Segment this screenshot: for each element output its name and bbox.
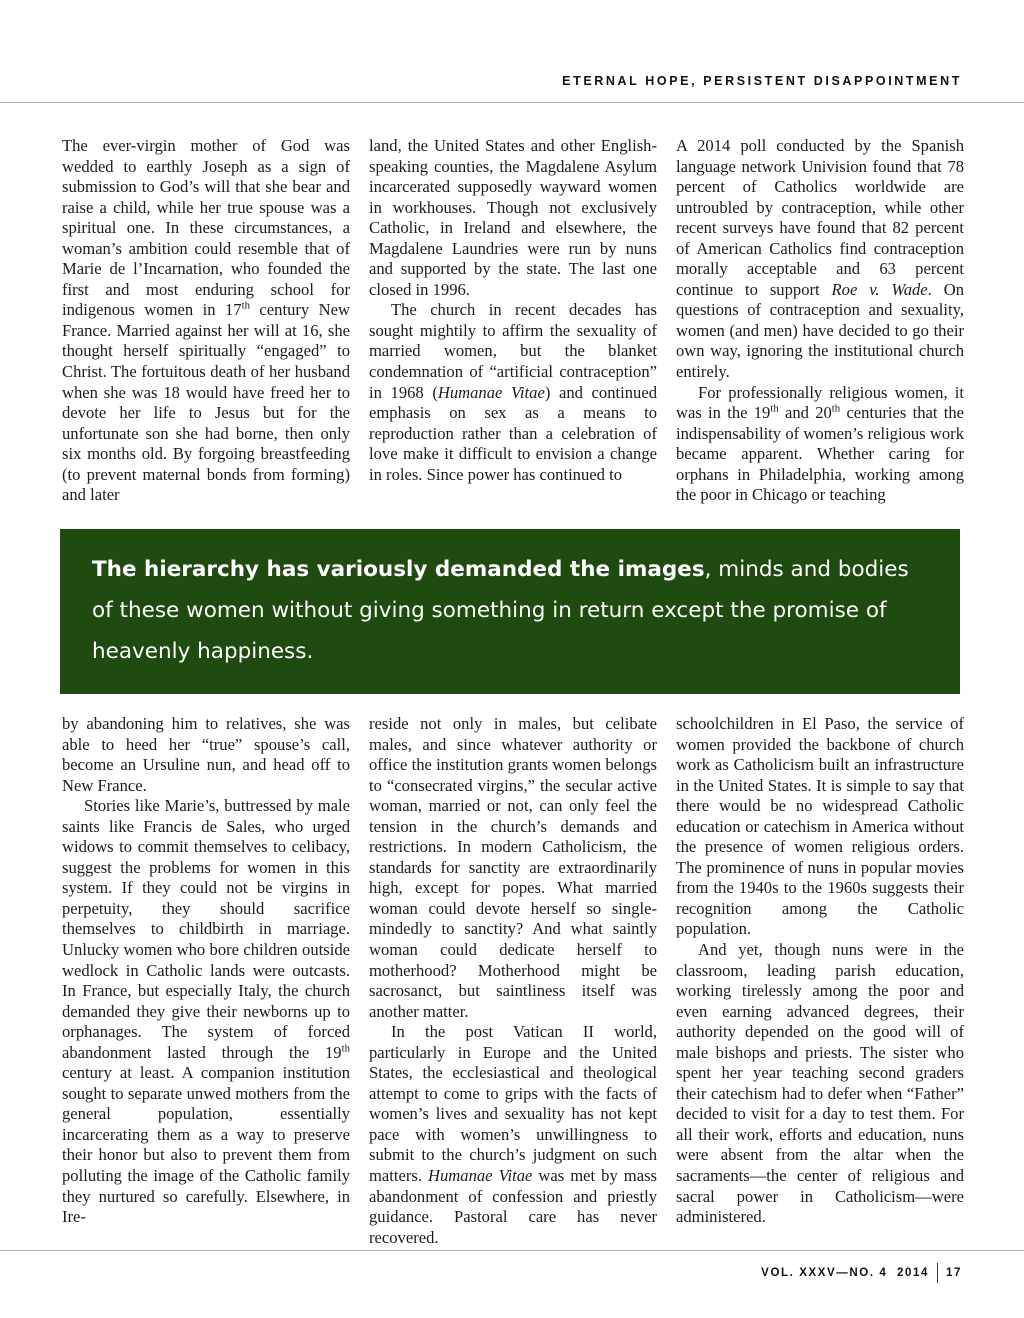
- paragraph: Stories like Marie’s, buttressed by male saints like Francis de Sales, who urged widows to commit themselves to celibacy, suggest the problems for women in this system. If they could not be virgins in perpetuity, they should sacrifice themselves to childbirth in marriage. Unlucky women who bore children outside wedlock in Catholic lands were outcasts. In France, but especially Italy, the church demanded they give their newborns up to orphanages. The system of forced abandonment lasted through the 19th century at least. A companion institution sought to separate unwed mothers from the general population, essentially incarcerating them as a way to preserve their honor but also to prevent them from polluting the image of the Catholic family they nurtured so carefully. Elsewhere, in Ire-: [62, 796, 350, 1227]
- issue-info: VOL. XXXV—NO. 4 2014: [761, 1267, 929, 1279]
- bottom-column-3: [676, 714, 964, 1236]
- paragraph: schoolchildren in El Paso, the service of women provided the backbone of church work as Catholicism built an infrastructure in the United States. It is simple to say that there would be no widespread Catholic education or catechism in America without the presence of women religious orders. The prominence of nuns in popular movies from the 1940s to the 1960s suggests their recognition among the Catholic population.: [676, 714, 964, 939]
- header-rule: [0, 102, 1024, 103]
- bottom-column-2: [369, 714, 657, 1247]
- running-head: ETERNAL HOPE, PERSISTENT DISAPPOINTMENT: [562, 74, 962, 88]
- pull-quote: [60, 529, 960, 694]
- paragraph: The ever-virgin mother of God was wedded to earthly Joseph as a sign of submission to God’s will that she bear and raise a child, while her true spouse was a spiritual one. In these circumstances, a woman’s ambition could resemble that of Marie de l’Incarnation, who founded the first and most enduring school for indigenous women in 17th century New France. Married against her will at 16, she thought herself spiritually “engaged” to Christ. The fortuitous death of her husband when she was 18 would have freed her to devote her life to Jesus but for the unfortunate son she had borne, then only six months old. By forgoing breastfeeding (to prevent maternal bonds from forming) and later: [62, 136, 350, 505]
- top-column-3: [676, 136, 964, 506]
- paragraph: And yet, though nuns were in the classroom, leading parish education, working tirelessly among the poor and even earning advanced degrees, their authority depended on the good will of male bishops and priests. The sister who spent her year teaching second graders their catechism had to defer when “Father” decided to visit for a day to test them. For all their work, efforts and education, nuns were absent from the altar when the sacraments—the center of religious and sacral power in Catholicism—were administered.: [676, 940, 964, 1227]
- folio-divider: [937, 1263, 938, 1283]
- paragraph: by abandoning him to relatives, she was able to heed her “true” spouse’s call, become an Ursuline nun, and head off to New France.: [62, 714, 350, 795]
- folio: [761, 1263, 962, 1283]
- paragraph: In the post Vatican II world, particularly in Europe and the United States, the ecclesiastical and theological attempt to come to grips with the facts of women’s lives and sexuality has not kept pace with women’s unwillingness to submit to the church’s judgment on such matters. Humanae Vitae was met by mass abandonment of confession and priestly guidance. Pastoral care has never recovered.: [369, 1022, 657, 1247]
- pull-quote-text: , minds and bodies of these women without giving something in return except the promise of heavenly happiness.: [92, 557, 909, 664]
- footer-rule: [0, 1250, 1024, 1251]
- pull-quote-lead: The hierarchy has variously demanded the images: [92, 557, 705, 582]
- bottom-column-1: [62, 714, 350, 1236]
- paragraph: A 2014 poll conducted by the Spanish language network Univision found that 78 percent of Catholics worldwide are untroubled by contraception, while other recent surveys have found that 82 percent of American Catholics find contraception morally acceptable and 63 percent continue to support Roe v. Wade. On questions of contraception and sexuality, women (and men) have decided to go their own way, ignoring the institutional church entirely.: [676, 136, 964, 382]
- page-number: 17: [946, 1267, 962, 1279]
- paragraph: reside not only in males, but celibate males, and since whatever authority or office the institution grants women belongs to “consecrated virgins,” the secular active woman, married or not, can only feel the tension in the church’s demands and restrictions. In modern Catholicism, the standards for sanctity are extraordinarily high, except for popes. What married woman could devote herself so single-mindedly to sanctity? And what saintly woman could dedicate herself to motherhood? Motherhood might be sacrosanct, but saintliness itself was another matter.: [369, 714, 657, 1021]
- top-column-2: [369, 136, 657, 506]
- paragraph: The church in recent decades has sought mightily to affirm the sexuality of married women, but the blanket condemnation of “artificial contraception” in 1968 (Humanae Vitae) and continued emphasis on sex as a means to reproduction rather than a celebration of love make it difficult to envision a change in roles. Since power has continued to: [369, 300, 657, 484]
- top-column-1: [62, 136, 350, 506]
- paragraph: For professionally religious women, it was in the 19th and 20th centuries that the indispensability of women’s religious work became apparent. Whether caring for orphans in Philadelphia, working among the poor in Chicago or teaching: [676, 382, 964, 505]
- paragraph: land, the United States and other English-speaking counties, the Magdalene Asylum incarcerated supposedly wayward women in workhouses. Though not exclusively Catholic, in Ireland and elsewhere, the Magdalene Laundries were run by nuns and supported by the state. The last one closed in 1996.: [369, 136, 657, 299]
